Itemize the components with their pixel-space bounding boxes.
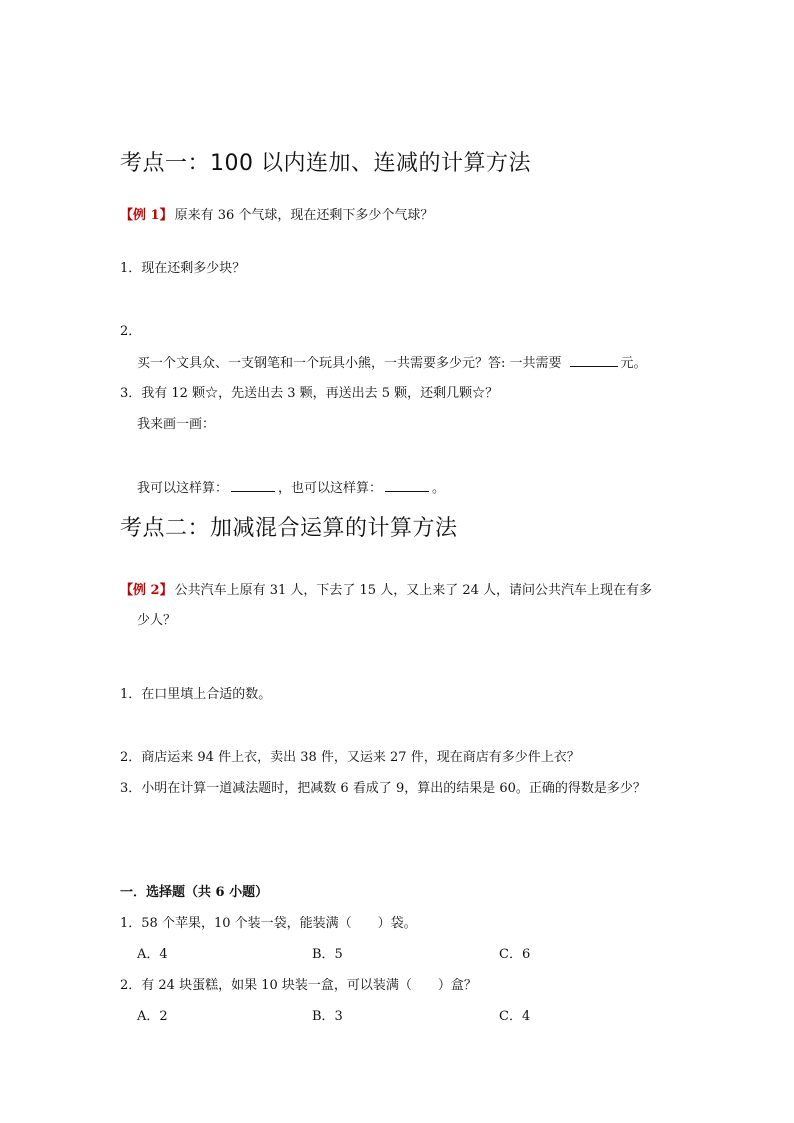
s2-question-3: 3．小明在计算一道减法题时，把减数 6 看成了 9，算出的结果是 60。正确的得数是多少？: [120, 781, 646, 796]
choice-1-option-c[interactable]: C．6: [499, 947, 531, 962]
s1-question-2: [137, 354, 647, 373]
s1-question-2-unit: 元。: [620, 356, 647, 371]
choice-2-option-c[interactable]: C．4: [499, 1009, 531, 1024]
choice-heading: 一．选择题（共 6 小题）: [120, 885, 269, 900]
s1-question-3-calc: [137, 479, 445, 498]
example-1-tag: 【例 1】: [120, 208, 173, 223]
s2-question-1: 1．在口里填上合适的数。: [120, 687, 272, 702]
s1-question-2-number: 2．: [120, 324, 142, 339]
choice-1-option-b[interactable]: B．5: [312, 947, 343, 962]
choice-question-1: 1．58 个苹果，10 个装一袋，能装满（ ）袋。: [120, 916, 417, 931]
calc-label-a: 我可以这样算：: [137, 481, 229, 496]
choice-2-option-a[interactable]: A．2: [137, 1009, 168, 1024]
answer-blank-b[interactable]: [385, 479, 429, 492]
example-2-text-line1: 公共汽车上原有 31 人，下去了 15 人，又上来了 24 人，请问公共汽车上现在有多: [174, 583, 652, 598]
section1-title: 考点一：100 以内连加、连减的计算方法: [120, 151, 531, 176]
example-2-text-line2: 少人？: [137, 613, 177, 628]
calc-label-c: 。: [432, 481, 446, 496]
s1-question-1: 1．现在还剩多少块？: [120, 261, 246, 276]
example-2: [120, 582, 652, 600]
s1-question-3: 3．我有 12 颗☆，先送出去 3 颗，再送出去 5 颗，还剩几颗☆？: [120, 386, 499, 401]
example-1-text: 原来有 36 个气球，现在还剩下多少个气球？: [174, 208, 434, 223]
choice-question-2: 2．有 24 块蛋糕，如果 10 块装一盒，可以装满（ ）盒？: [120, 978, 477, 993]
calc-label-b: ，也可以这样算：: [278, 481, 383, 496]
section2-title: 考点二：加减混合运算的计算方法: [120, 516, 458, 541]
choice-1-option-a[interactable]: A．4: [137, 947, 168, 962]
s1-question-3-draw: 我来画一画：: [137, 417, 216, 432]
example-1: [120, 207, 433, 225]
s2-question-2: 2．商店运来 94 件上衣，卖出 38 件，又运来 27 件，现在商店有多少件上衣？: [120, 750, 580, 765]
s1-question-2-text: 买一个文具众、一支钢笔和一个玩具小熊，一共需要多少元？答: 一共需要: [137, 356, 562, 371]
answer-blank[interactable]: [570, 354, 618, 367]
answer-blank-a[interactable]: [231, 479, 275, 492]
example-2-tag: 【例 2】: [120, 583, 173, 598]
choice-2-option-b[interactable]: B．3: [312, 1009, 343, 1024]
